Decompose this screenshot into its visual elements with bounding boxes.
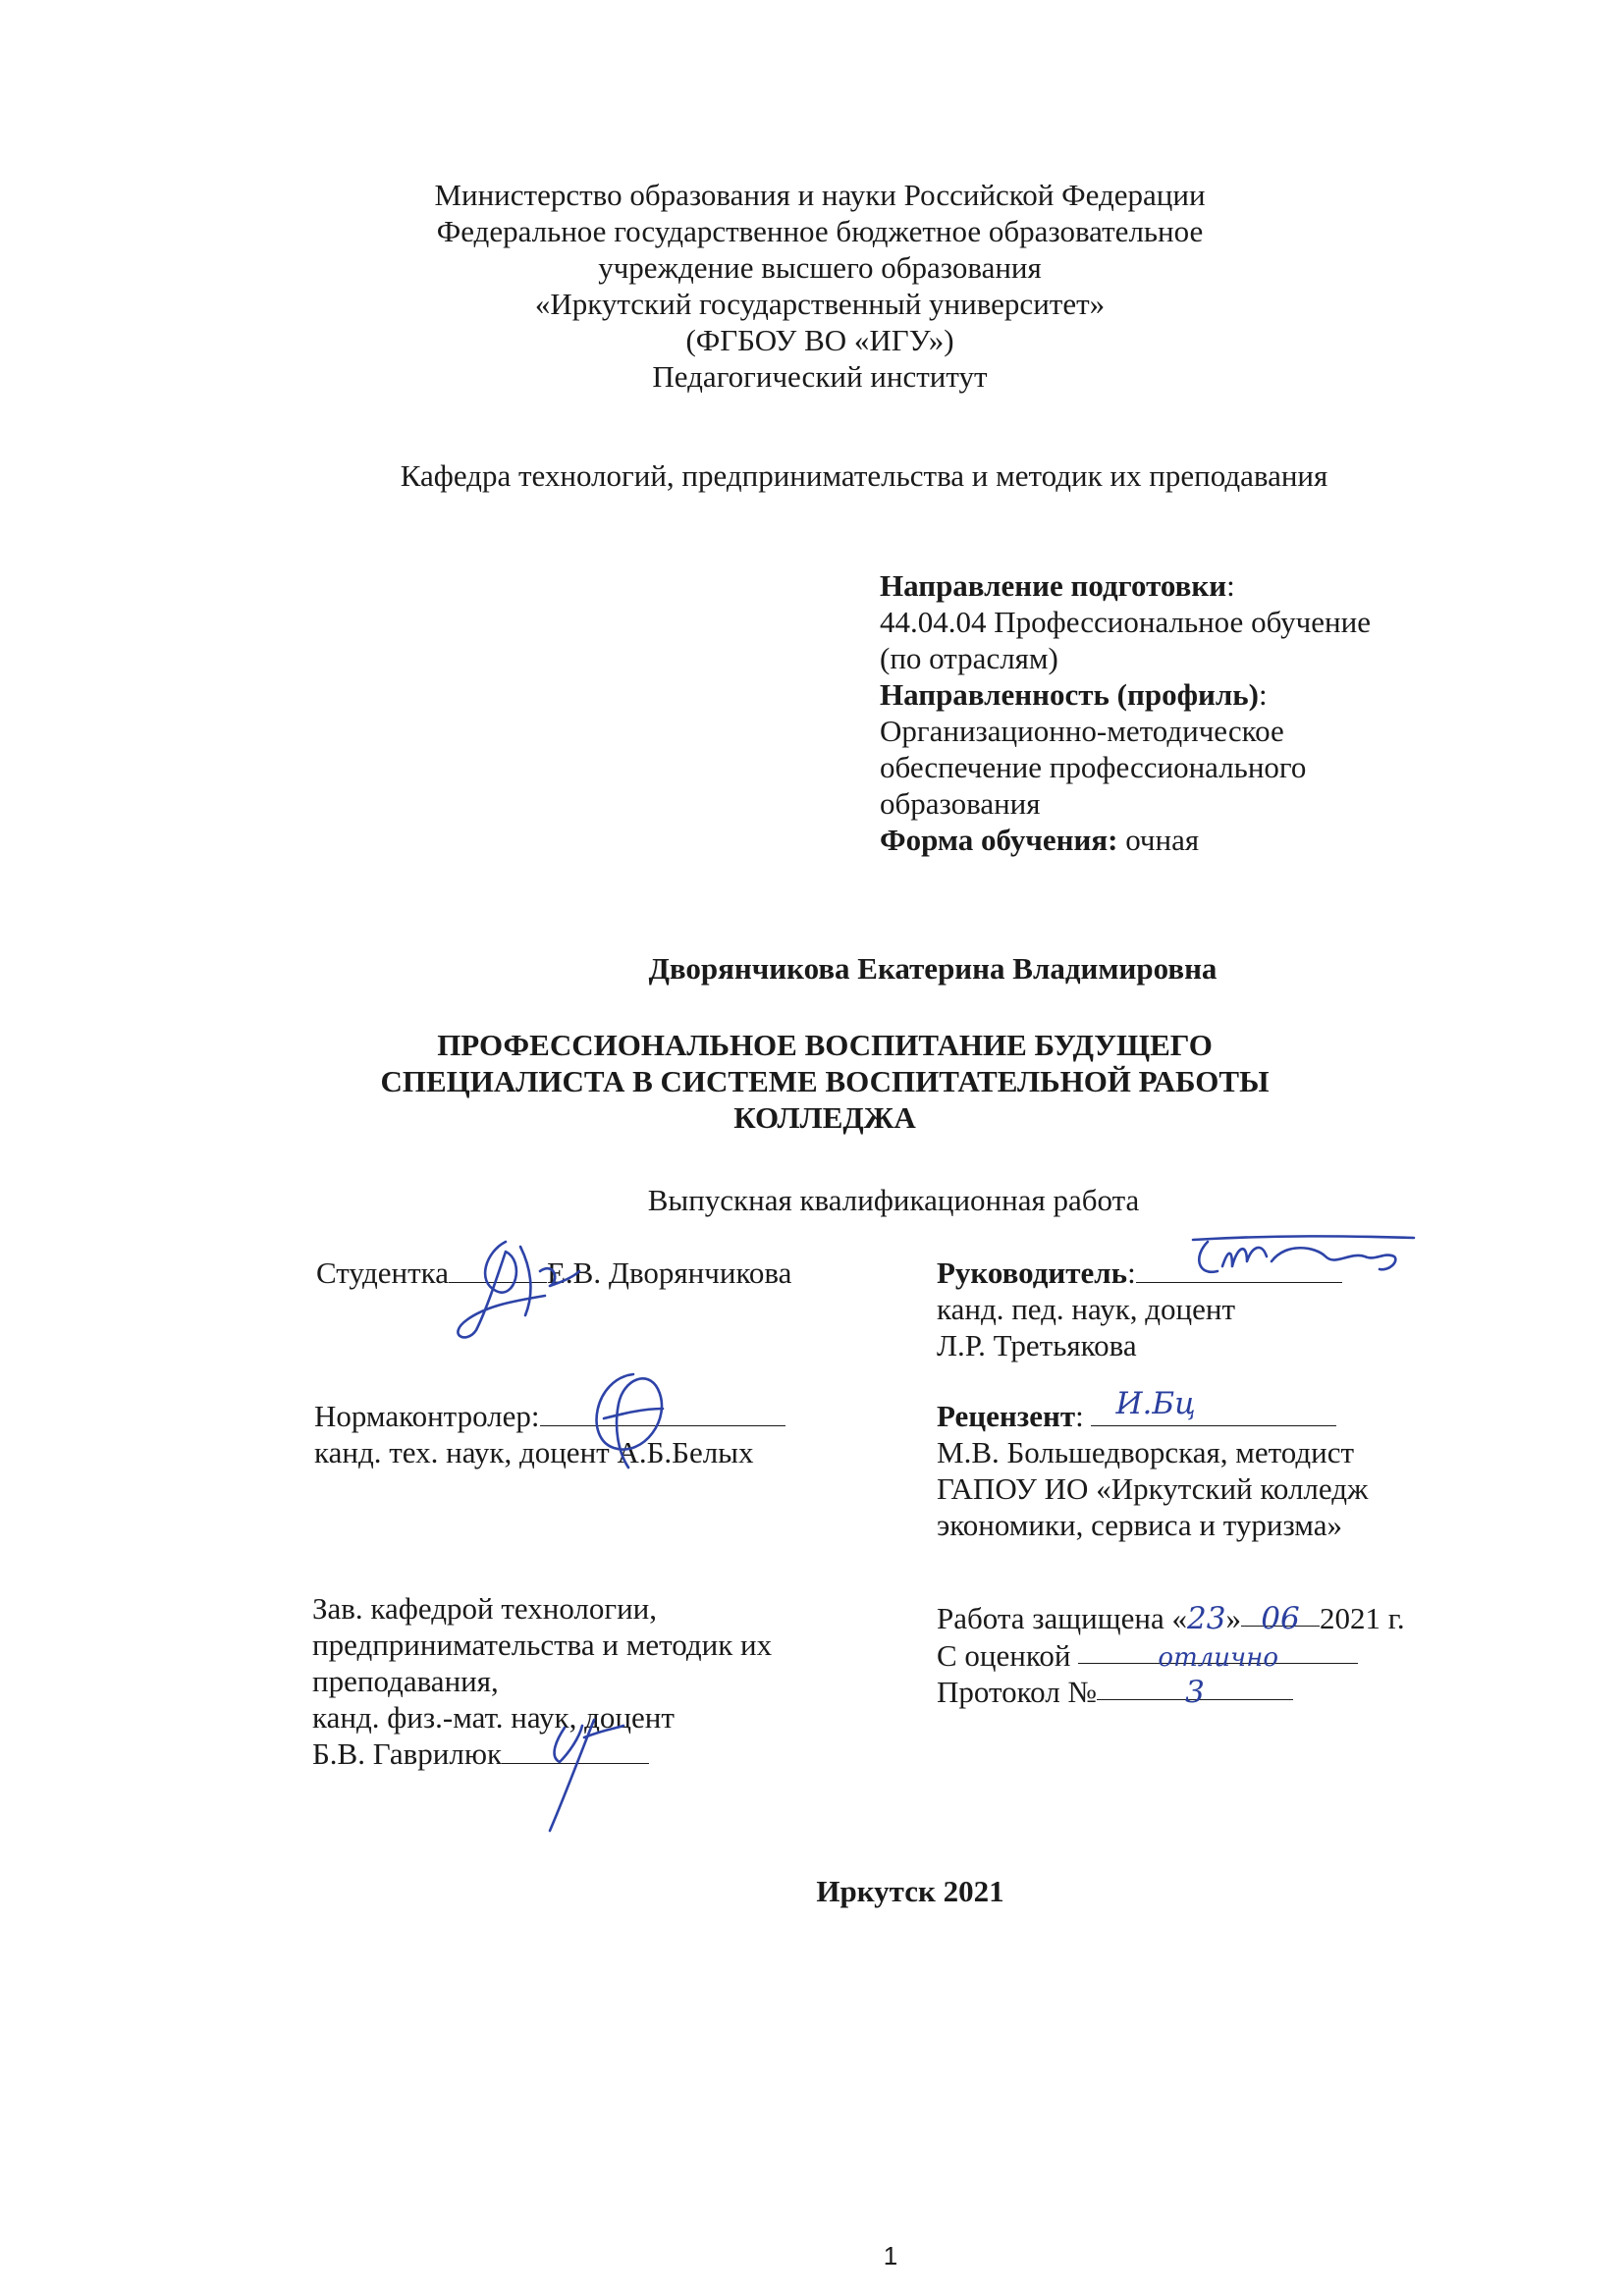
supervisor-degree: канд. пед. наук, доцент <box>937 1292 1236 1326</box>
defense-month-line <box>1241 1600 1320 1636</box>
protocol-value: 3 <box>1185 1675 1205 1710</box>
department-line: Кафедра технологий, предпринимательства и методик их преподавания <box>400 458 1328 493</box>
head-signature-line <box>502 1737 649 1764</box>
reviewer-handwritten-mark: И.Бц <box>1115 1386 1196 1421</box>
page-number: 1 <box>883 2241 898 2270</box>
city-year: Иркутск 2021 <box>816 1874 1004 1908</box>
head-of-department-block <box>312 1590 772 1772</box>
normcontrol-details: канд. тех. наук, доцент А.Б.Белых <box>314 1435 754 1469</box>
grade-label: С оценкой <box>937 1638 1071 1673</box>
grade-line <box>1078 1637 1358 1673</box>
header-line-abbrev: (ФГБОУ ВО «ИГУ») <box>685 323 954 357</box>
reviewer-label: Рецензент <box>937 1399 1076 1433</box>
header-line-federal: Федеральное государственное бюджетное образовательное <box>436 214 1204 248</box>
head-line-3: преподавания, <box>312 1664 499 1698</box>
protocol-line <box>937 1674 1405 1710</box>
study-info <box>880 567 1371 858</box>
direction-heading <box>880 567 1371 604</box>
reviewer-block <box>937 1386 1369 1543</box>
head-line-4: канд. физ.-мат. наук, доцент <box>312 1700 675 1735</box>
reviewer-heading <box>937 1386 1368 1434</box>
reviewer-line-3: экономики, сервиса и туризма» <box>937 1508 1342 1542</box>
grade-value: отлично <box>1158 1643 1278 1673</box>
profile-heading <box>880 676 1371 713</box>
title-line-3: КОЛЛЕДЖА <box>733 1100 916 1135</box>
supervisor-colon: : <box>1127 1255 1136 1290</box>
head-name-line <box>312 1735 772 1772</box>
profile-value-line-3: образования <box>880 786 1041 821</box>
title-line-2: СПЕЦИАЛИСТА В СИСТЕМЕ ВОСПИТАТЕЛЬНОЙ РАБОТЫ <box>380 1064 1270 1098</box>
reviewer-line-1: М.В. Большедворская, методист <box>937 1435 1355 1469</box>
normcontrol-block <box>314 1398 785 1470</box>
protocol-label: Протокол № <box>937 1675 1097 1709</box>
reviewer-colon: : <box>1075 1399 1084 1433</box>
normcontrol-label: Нормаконтролер: <box>314 1399 540 1433</box>
head-name: Б.В. Гаврилюк <box>312 1736 503 1771</box>
header-line-institute: Педагогический институт <box>652 359 988 394</box>
defense-block <box>937 1600 1405 1710</box>
supervisor-block <box>937 1255 1342 1363</box>
student-signature-block <box>316 1255 791 1291</box>
defense-grade-line <box>937 1637 1405 1674</box>
direction-colon: : <box>1226 568 1235 603</box>
institution-header <box>363 177 1276 395</box>
reviewer-signature-line <box>1091 1386 1336 1426</box>
supervisor-heading <box>937 1255 1342 1291</box>
supervisor-signature-line <box>1136 1256 1342 1283</box>
protocol-number-line <box>1097 1674 1293 1710</box>
title-line-1: ПРОФЕССИОНАЛЬНОЕ ВОСПИТАНИЕ БУДУЩЕГО <box>437 1028 1213 1062</box>
normcontrol-heading <box>314 1398 785 1434</box>
defense-mid: » <box>1225 1601 1241 1635</box>
header-line-institution-type: учреждение высшего образования <box>598 250 1042 285</box>
head-line-1: Зав. кафедрой технологии, <box>312 1591 658 1626</box>
profile-label: Направленность (профиль) <box>880 677 1259 712</box>
defense-date-line <box>937 1600 1405 1637</box>
student-signature-line <box>449 1256 547 1283</box>
study-form <box>880 822 1371 858</box>
direction-label: Направление подготовки <box>880 568 1227 603</box>
defense-month: 06 <box>1261 1601 1300 1636</box>
profile-colon: : <box>1259 677 1268 712</box>
thesis-title <box>324 1027 1326 1136</box>
student-label: Студентка <box>316 1255 449 1290</box>
direction-value-line-1: 44.04.04 Профессиональное обучение <box>880 605 1371 639</box>
defense-year: 2021 г. <box>1319 1601 1405 1635</box>
normcontrol-signature-line <box>540 1400 785 1426</box>
profile-value-line-2: обеспечение профессионального <box>880 750 1307 784</box>
defense-day: 23 <box>1187 1601 1226 1636</box>
work-type: Выпускная квалификационная работа <box>647 1183 1140 1217</box>
defense-prefix: Работа защищена « <box>937 1601 1187 1635</box>
supervisor-name: Л.Р. Третьякова <box>937 1328 1137 1362</box>
author-name: Дворянчикова Екатерина Владимировна <box>648 951 1218 986</box>
student-name: Е.В. Дворянчикова <box>546 1255 792 1290</box>
reviewer-line-2: ГАПОУ ИО «Иркутский колледж <box>937 1471 1369 1506</box>
header-line-university: «Иркутский государственный университет» <box>534 287 1106 321</box>
profile-value-line-1: Организационно-методическое <box>880 714 1284 748</box>
header-line-ministry: Министерство образования и науки Российской Федерации <box>434 178 1206 212</box>
head-line-2: предпринимательства и методик их <box>312 1628 773 1662</box>
direction-value-line-2: (по отраслям) <box>880 641 1058 675</box>
study-form-label: Форма обучения: <box>880 823 1118 857</box>
study-form-value: очная <box>1125 823 1200 857</box>
supervisor-label: Руководитель <box>937 1255 1128 1290</box>
